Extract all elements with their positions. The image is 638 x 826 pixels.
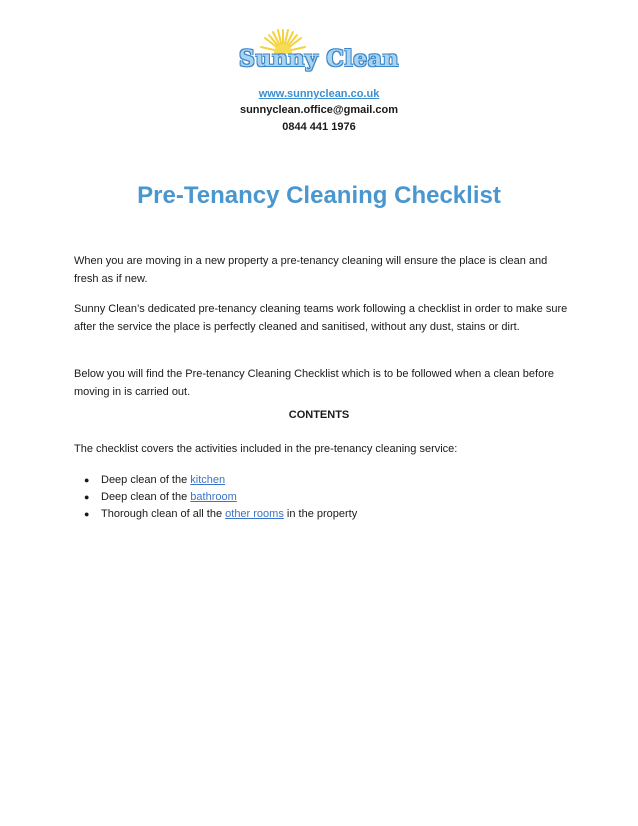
bullet-icon: ● [84,509,90,519]
email-address: sunnyclean.office@gmail.com [239,104,399,116]
contents-list [84,472,564,523]
kitchen-link[interactable]: kitchen [190,474,226,486]
list-item-text: Deep clean of the [101,491,191,503]
page-title: Pre-Tenancy Cleaning Checklist [137,182,501,209]
list-item-suffix: in the property [283,508,358,520]
checklist-paragraph: Below you will find the Pre-tenancy Cleaning Checklist which is to be followed when a clean before moving in is carried out. [74,368,554,398]
sunny-clean-logo [0,24,638,76]
intro-paragraph: When you are moving in a new property a pre-tenancy cleaning will ensure the place is clean and fresh as if new. [74,255,548,285]
contents-heading: CONTENTS [288,409,350,421]
list-item-text: Deep clean of the [101,474,191,486]
list-item [84,472,564,489]
bathroom-link[interactable]: bathroom [190,491,237,503]
phone-number: 0844 441 1976 [282,121,356,133]
teams-paragraph: Sunny Clean’s dedicated pre-tenancy cleaning teams work following a checklist in order to make sure after the service the place is perfectly cleaned and sanitised, without any dust, stains or dirt. [74,303,568,333]
logo-text: Sunny Clean [239,46,399,72]
coverage-paragraph: The checklist covers the activities included in the pre-tenancy cleaning service: [74,443,458,455]
list-item [84,489,564,506]
website-link[interactable]: www.sunnyclean.co.uk [258,88,380,100]
bullet-icon: ● [84,475,90,485]
other-rooms-link[interactable]: other rooms [225,508,284,520]
list-item [84,506,564,523]
list-item-text: Thorough clean of all the [101,508,226,520]
bullet-icon: ● [84,492,90,502]
